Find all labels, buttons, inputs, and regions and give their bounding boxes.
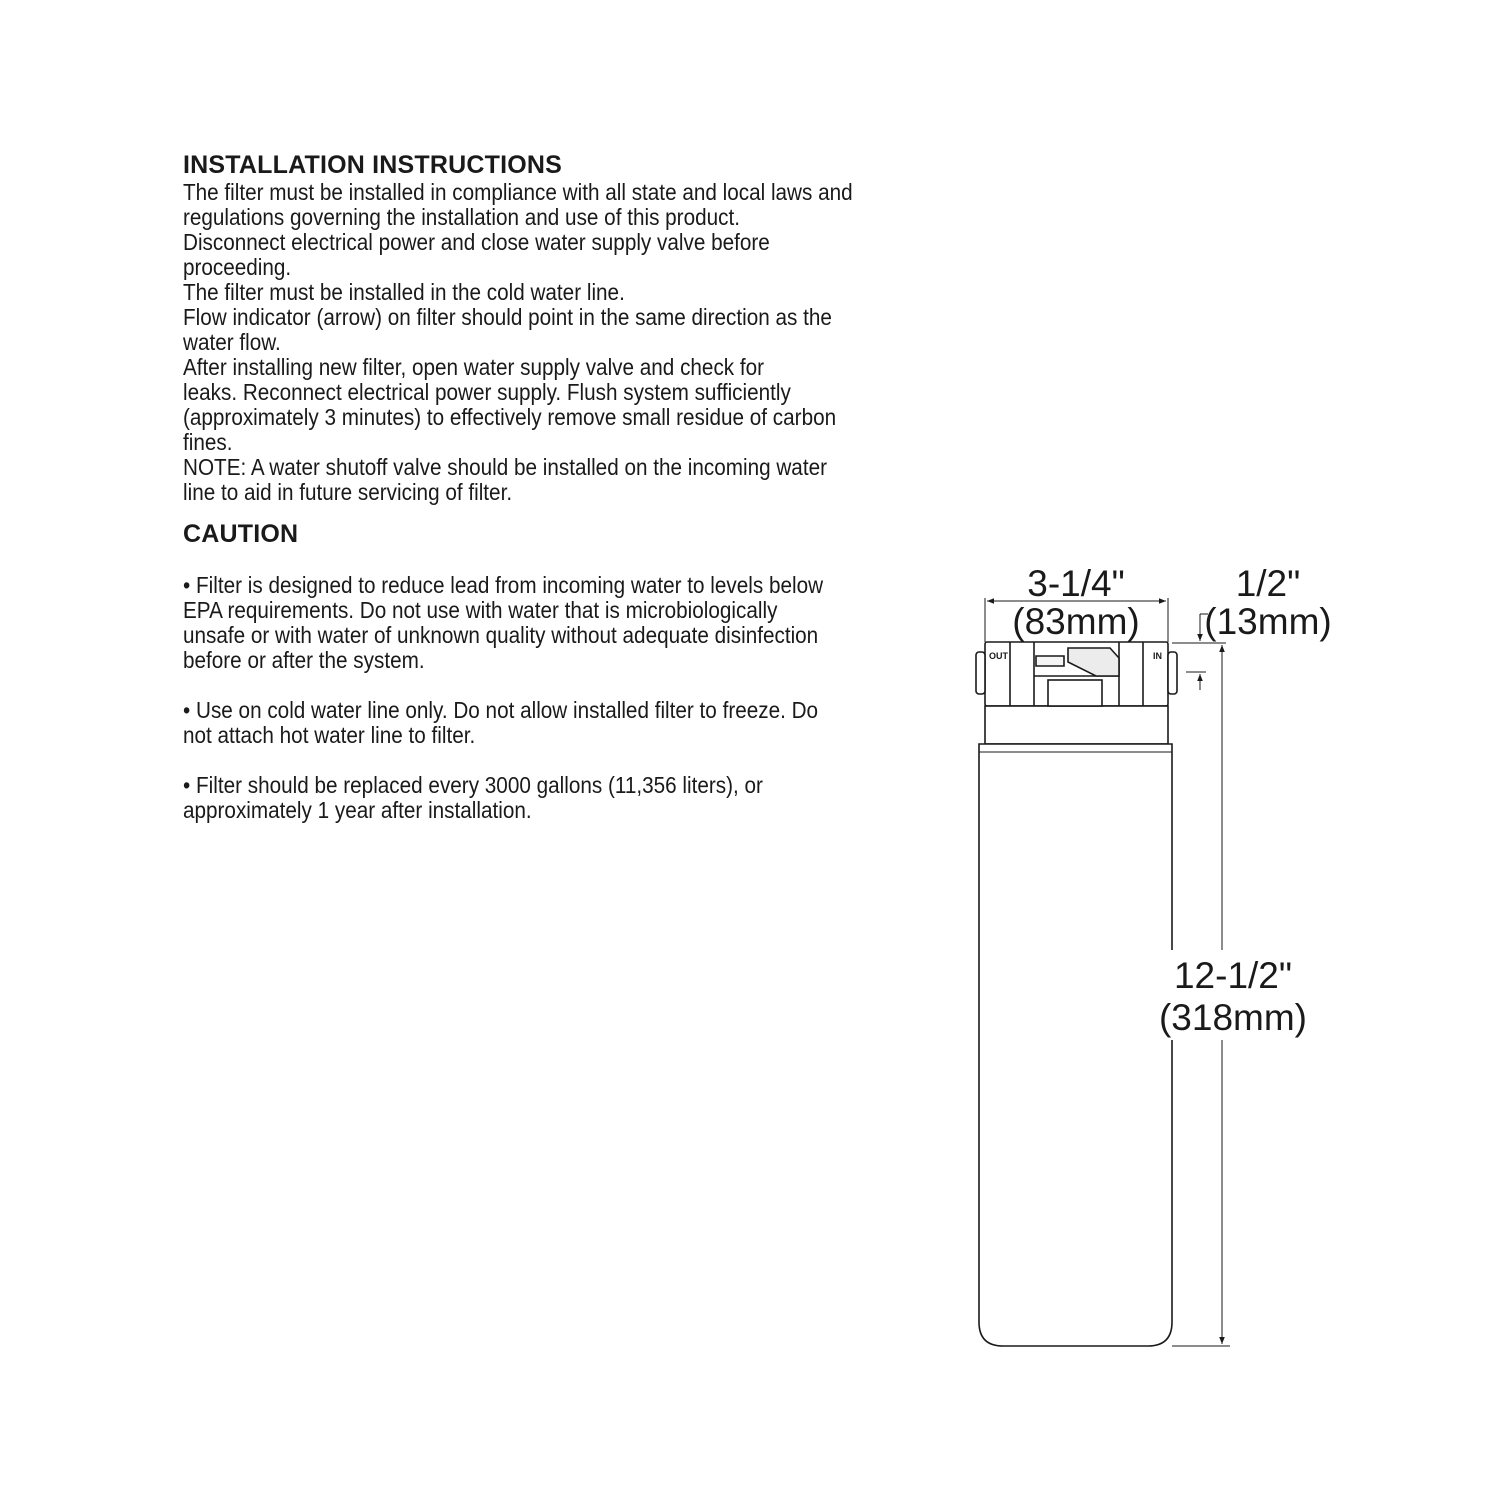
caution-line: unsafe or with water of unknown quality without adequate disinfection bbox=[183, 622, 819, 648]
caution-line: • Filter should be replaced every 3000 gallons (11,356 liters), or bbox=[183, 772, 763, 798]
width-inches-label: 3-1/4" bbox=[1027, 563, 1125, 604]
caution-line: EPA requirements. Do not use with water that is microbiologically bbox=[183, 597, 778, 623]
installation-line: NOTE: A water shutoff valve should be installed on the incoming water bbox=[183, 454, 827, 480]
out-port-icon bbox=[976, 652, 985, 694]
filter-body bbox=[979, 744, 1172, 1346]
instructions-column bbox=[183, 150, 903, 848]
installation-body bbox=[183, 180, 883, 505]
installation-line: Flow indicator (arrow) on filter should point in the same direction as the bbox=[183, 304, 832, 330]
height-inches-label: 12-1/2" bbox=[1173, 955, 1293, 996]
installation-line: Disconnect electrical power and close water supply valve before bbox=[183, 229, 770, 255]
installation-line: After installing new filter, open water supply valve and check for bbox=[183, 354, 765, 380]
caution-line: approximately 1 year after installation. bbox=[183, 797, 532, 823]
installation-line: The filter must be installed in compliance with all state and local laws and bbox=[183, 179, 853, 205]
port-out-label: OUT bbox=[989, 651, 1008, 661]
caution-line: • Filter is designed to reduce lead from incoming water to levels below bbox=[183, 572, 824, 598]
caution-line: not attach hot water line to filter. bbox=[183, 722, 476, 748]
filter-dimension-diagram bbox=[940, 540, 1360, 1380]
caution-line: before or after the system. bbox=[183, 647, 425, 673]
installation-line: regulations governing the installation and use of this product. bbox=[183, 204, 740, 230]
height-mm-label: (318mm) bbox=[1158, 997, 1308, 1038]
installation-line: leaks. Reconnect electrical power supply. Flush system sufficiently bbox=[183, 379, 791, 405]
installation-line: line to aid in future servicing of filter. bbox=[183, 479, 513, 505]
installation-line: (approximately 3 minutes) to effectively remove small residue of carbon bbox=[183, 404, 837, 430]
installation-line: proceeding. bbox=[183, 254, 292, 280]
installation-line: water flow. bbox=[183, 329, 281, 355]
in-port-icon bbox=[1168, 652, 1177, 694]
caution-bullet-replacement bbox=[183, 773, 883, 823]
installation-line: fines. bbox=[183, 429, 233, 455]
port-in-label: IN bbox=[1153, 651, 1162, 661]
caution-line: • Use on cold water line only. Do not allow installed filter to freeze. Do bbox=[183, 697, 819, 723]
width-mm-label: (83mm) bbox=[1012, 601, 1140, 642]
installation-heading: INSTALLATION INSTRUCTIONS bbox=[183, 151, 563, 179]
installation-line: The filter must be installed in the cold water line. bbox=[183, 279, 625, 305]
offset-inches-label: 1/2" bbox=[1235, 563, 1301, 604]
caution-bullet-cold-water bbox=[183, 698, 883, 748]
caution-bullet-lead bbox=[183, 573, 883, 673]
offset-mm-label: (13mm) bbox=[1204, 601, 1332, 642]
caution-heading: CAUTION bbox=[183, 520, 299, 548]
